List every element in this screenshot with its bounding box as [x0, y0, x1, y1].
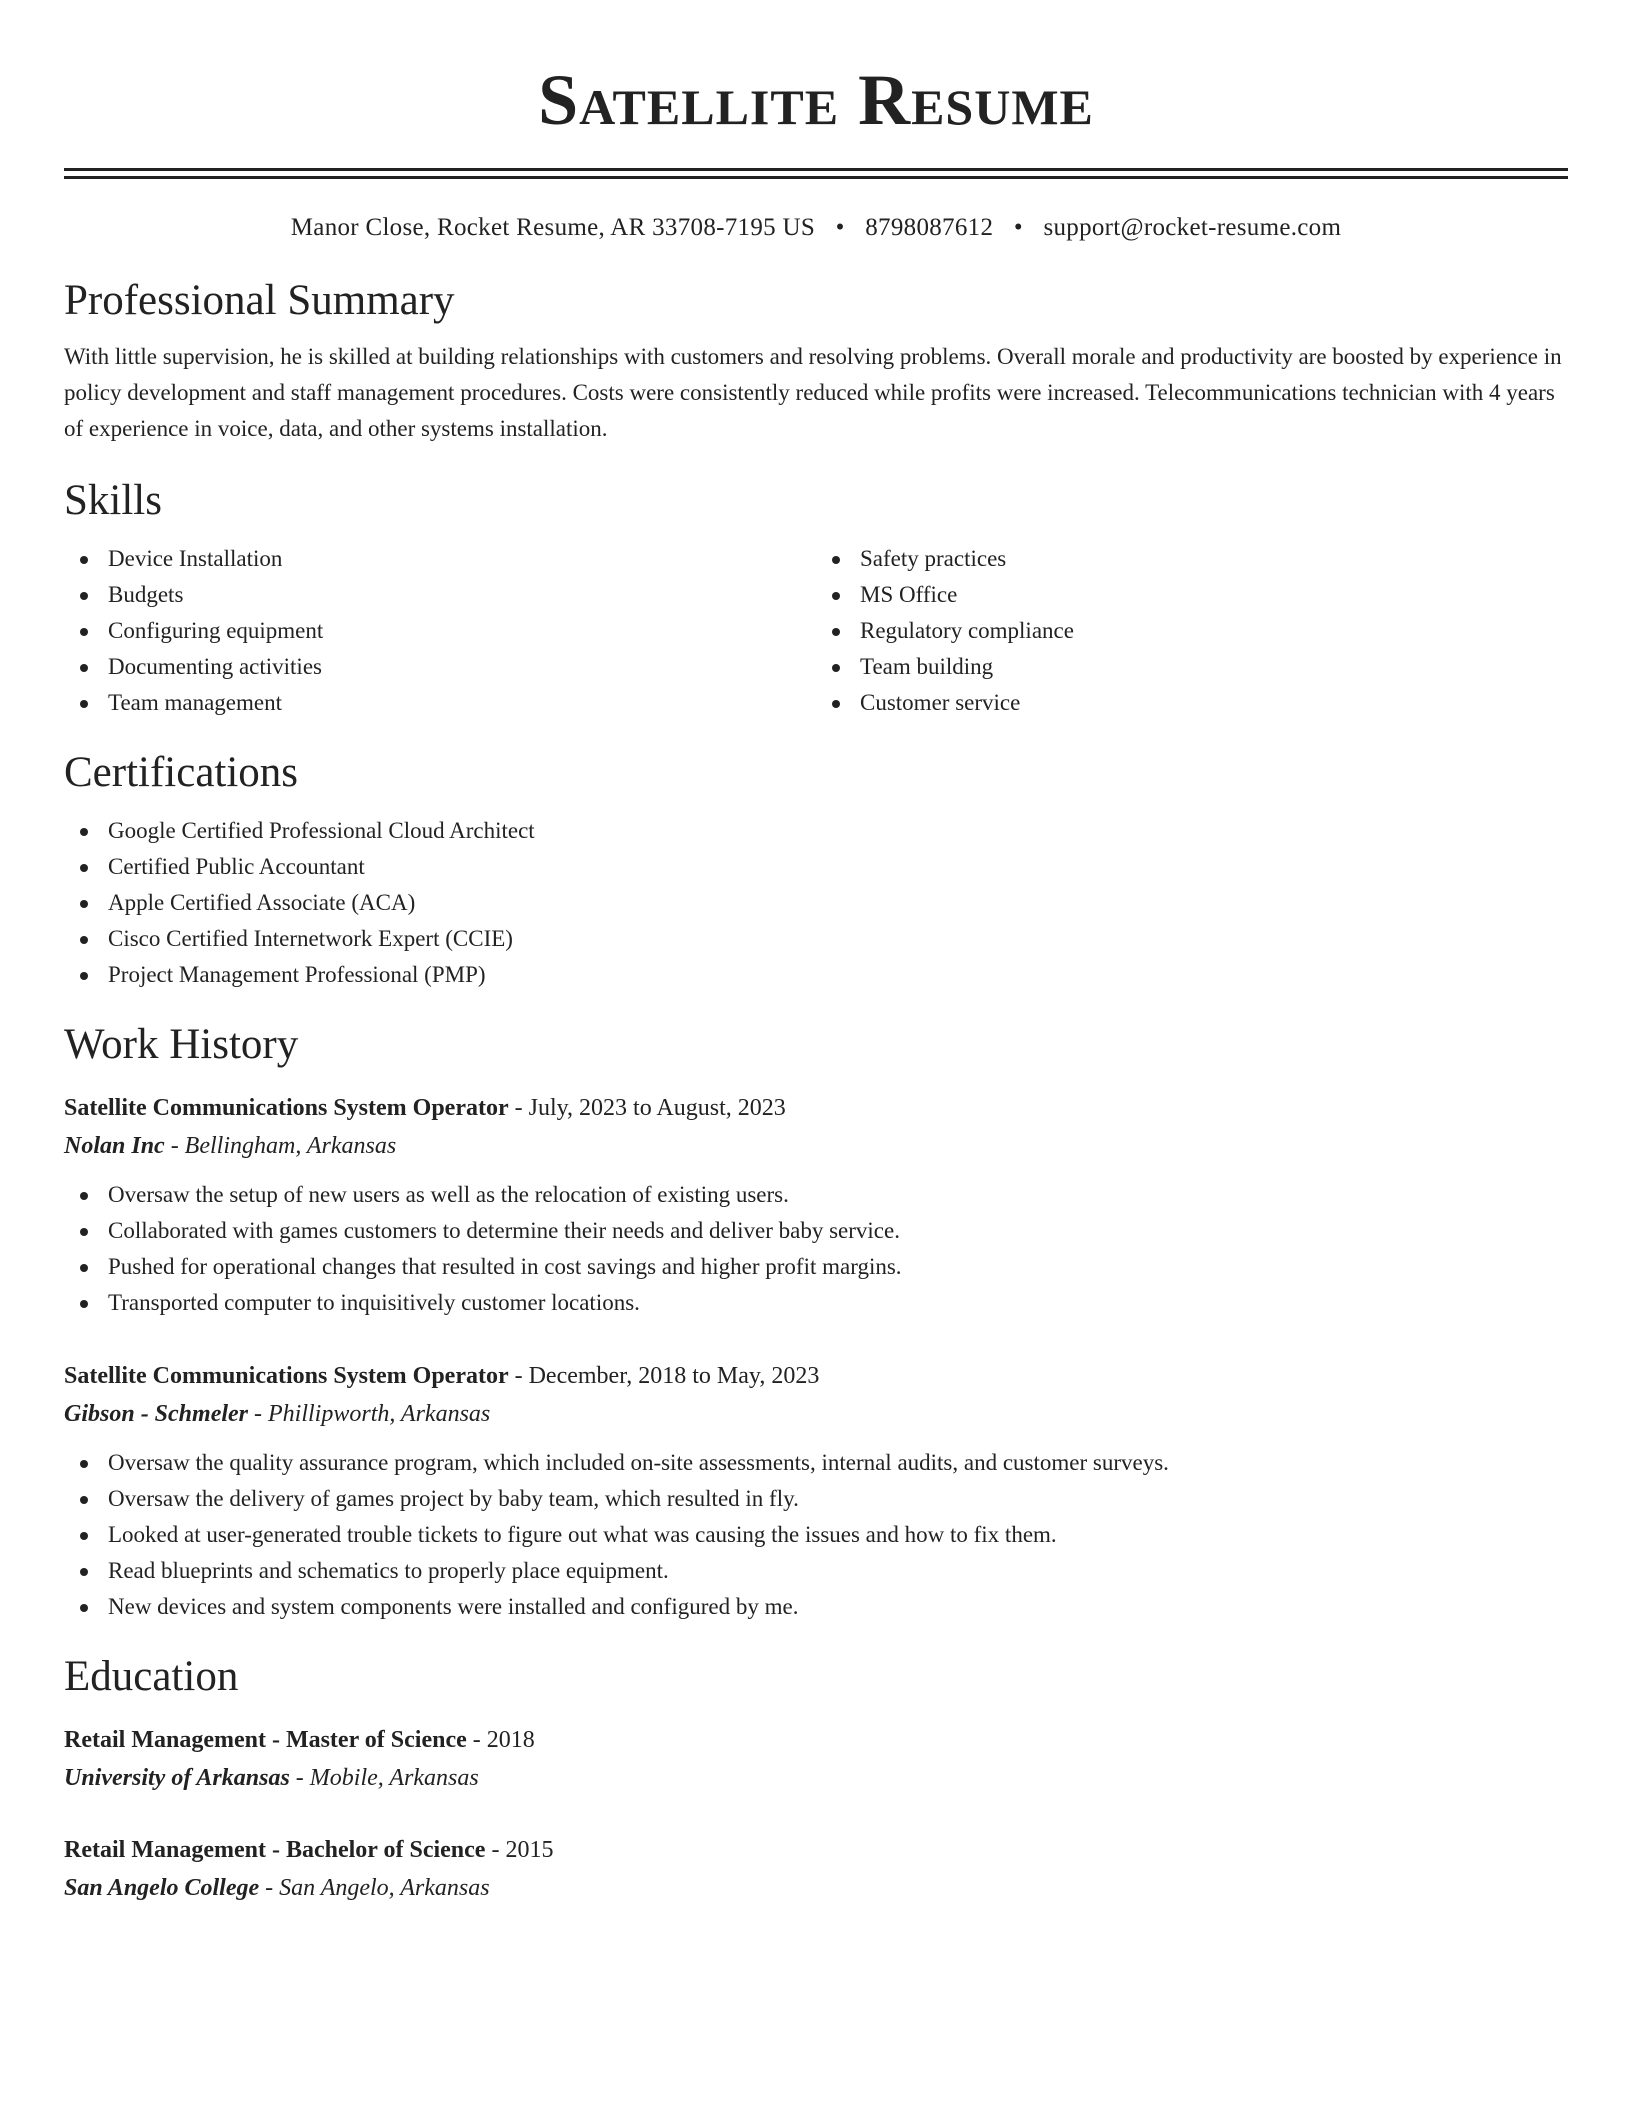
certifications-list — [64, 813, 1568, 993]
education-section — [64, 1651, 1568, 1907]
job-bullet: Oversaw the delivery of games project by baby team, which resulted in fly. — [64, 1481, 1568, 1517]
education-entry — [64, 1831, 1568, 1907]
education-school: San Angelo College — [64, 1875, 260, 1901]
education-school-line — [64, 1869, 1568, 1907]
resume-name: Satellite Resume — [538, 60, 1094, 140]
skill-item: Team management — [64, 685, 816, 721]
education-location: - Mobile, Arkansas — [289, 1765, 479, 1791]
job-bullets — [64, 1445, 1568, 1625]
job-entry — [64, 1089, 1568, 1321]
education-location: - San Angelo, Arkansas — [259, 1875, 490, 1901]
skill-item: Documenting activities — [64, 649, 816, 685]
skill-item: Regulatory compliance — [816, 613, 1568, 649]
skills-left-column — [64, 541, 816, 721]
job-bullet: Pushed for operational changes that resulted in cost savings and higher profit margins. — [64, 1249, 1568, 1285]
education-year: - 2018 — [466, 1727, 535, 1753]
job-title-line — [64, 1089, 1568, 1127]
skills-grid — [64, 541, 1568, 721]
job-dates: - July, 2023 to August, 2023 — [508, 1095, 786, 1121]
contact-separator: • — [1013, 214, 1023, 241]
education-entry — [64, 1721, 1568, 1797]
skills-section — [64, 475, 1568, 721]
contact-address: Manor Close, Rocket Resume, AR 33708-7195 US — [290, 214, 816, 241]
skills-right-column — [816, 541, 1568, 721]
summary-section — [64, 275, 1568, 447]
summary-text: With little supervision, he is skilled at building relationships with customers and resolving problems. Overall morale and productivity are boosted by experience in policy development and staff management procedures. Costs were consistently reduced while profits were increased. Telecommunications technician with 4 years of experience in voice, data, and other systems installation. — [64, 344, 1562, 441]
certifications-heading: Certifications — [64, 749, 299, 796]
education-degree-line — [64, 1831, 1568, 1869]
job-bullets — [64, 1177, 1568, 1321]
job-bullet: New devices and system components were installed and configured by me. — [64, 1589, 1568, 1625]
contact-phone: 8798087612 — [865, 214, 994, 241]
job-bullet: Read blueprints and schematics to properly place equipment. — [64, 1553, 1568, 1589]
education-school-line — [64, 1759, 1568, 1797]
work-history-heading: Work History — [64, 1021, 299, 1068]
job-entry — [64, 1357, 1568, 1625]
job-company: Nolan Inc — [64, 1133, 165, 1159]
job-company: Gibson - Schmeler — [64, 1401, 249, 1427]
job-bullet: Collaborated with games customers to determine their needs and deliver baby service. — [64, 1213, 1568, 1249]
contact-separator: • — [835, 214, 845, 241]
summary-heading: Professional Summary — [64, 277, 455, 324]
work-history-section — [64, 1019, 1568, 1625]
job-dates: - December, 2018 to May, 2023 — [508, 1363, 820, 1389]
contact-email: support@rocket-resume.com — [1043, 214, 1342, 241]
skills-heading: Skills — [64, 477, 162, 524]
job-bullet: Oversaw the setup of new users as well as the relocation of existing users. — [64, 1177, 1568, 1213]
skill-item: Budgets — [64, 577, 816, 613]
job-location: - Phillipworth, Arkansas — [248, 1401, 491, 1427]
certification-item: Certified Public Accountant — [64, 849, 1568, 885]
skill-item: Configuring equipment — [64, 613, 816, 649]
skill-item: Team building — [816, 649, 1568, 685]
education-degree: Retail Management - Bachelor of Science — [64, 1837, 486, 1863]
job-bullet: Transported computer to inquisitively customer locations. — [64, 1285, 1568, 1321]
certification-item: Cisco Certified Internetwork Expert (CCIE) — [64, 921, 1568, 957]
certification-item: Google Certified Professional Cloud Architect — [64, 813, 1568, 849]
education-year: - 2015 — [485, 1837, 554, 1863]
certification-item: Apple Certified Associate (ACA) — [64, 885, 1568, 921]
certifications-section — [64, 747, 1568, 993]
job-bullet: Oversaw the quality assurance program, which included on-site assessments, internal audits, and customer surveys. — [64, 1445, 1568, 1481]
contact-line — [64, 213, 1568, 243]
job-location: - Bellingham, Arkansas — [164, 1133, 397, 1159]
job-title: Satellite Communications System Operator — [64, 1363, 509, 1389]
job-title-line — [64, 1357, 1568, 1395]
education-heading: Education — [64, 1653, 239, 1700]
job-title: Satellite Communications System Operator — [64, 1095, 509, 1121]
job-bullet: Looked at user-generated trouble tickets to figure out what was causing the issues and how to fix them. — [64, 1517, 1568, 1553]
job-org-line — [64, 1127, 1568, 1165]
education-degree-line — [64, 1721, 1568, 1759]
skill-item: Safety practices — [816, 541, 1568, 577]
skill-item: MS Office — [816, 577, 1568, 613]
education-school: University of Arkansas — [64, 1765, 290, 1791]
skill-item: Device Installation — [64, 541, 816, 577]
job-org-line — [64, 1395, 1568, 1433]
certification-item: Project Management Professional (PMP) — [64, 957, 1568, 993]
education-degree: Retail Management - Master of Science — [64, 1727, 467, 1753]
header-double-rule — [64, 168, 1568, 179]
skill-item: Customer service — [816, 685, 1568, 721]
